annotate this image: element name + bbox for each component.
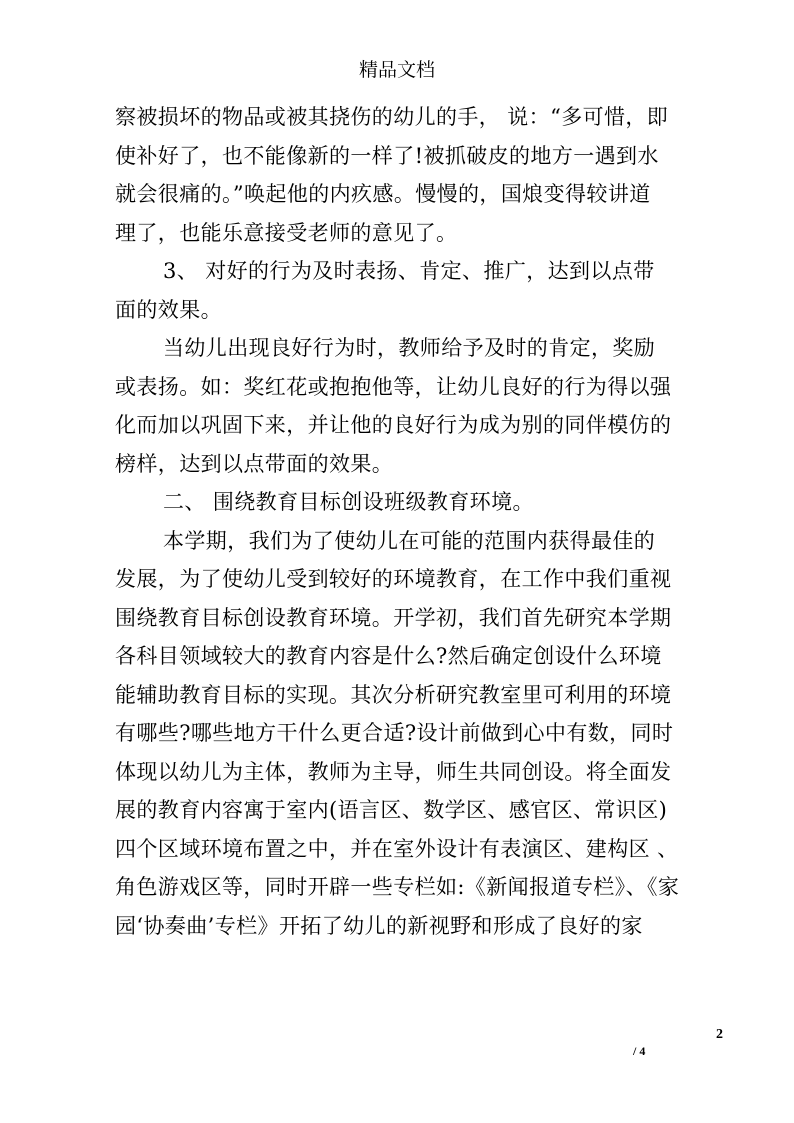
text-line: 化而加以巩固下来，并让他的良好行为成为别的同伴模仿的 — [115, 413, 672, 437]
section-heading-2: 二、 围绕教育目标创设班级教育环境。 — [163, 490, 534, 514]
text-line: 察被损坏的物品或被其挠伤的幼儿的手， 说：“多可惜，即 — [115, 105, 669, 129]
text-line: 榜样，达到以点带面的效果。 — [115, 451, 394, 476]
page-total: / 4 — [633, 1044, 646, 1058]
text-line: 四个区域环境布置之中，并在室外设计有表演区、建构区 、 — [115, 836, 679, 861]
text-line: 各科目领域较大的教育内容是什么?然后确定创设什么环境 — [115, 644, 662, 668]
text-line: 展的教育内容寓于室内(语言区、数学区、感官区、常识区) — [115, 798, 668, 822]
text-line: 使补好了，也不能像新的一样了!被抓破皮的地方一遇到水 — [115, 143, 659, 168]
text-line: 就会很痛的。”唤起他的内疚感。慢慢的，国烺变得较讲道 — [115, 182, 651, 206]
page-number: 2 — [716, 1027, 723, 1042]
text-line: 能辅助教育目标的实现。其次分析研究教室里可利用的环境 — [115, 682, 672, 707]
text-line: 面的效果。 — [115, 297, 222, 322]
text-line: 围绕教育目标创设教育环境。开学初，我们首先研究本学期 — [115, 605, 672, 630]
section-heading-3: 3、 对好的行为及时表扬、肯定、推广，达到以点带 — [163, 259, 655, 283]
text-line: 体现以幼儿为主体，教师为主导，师生共同创设。将全面发 — [115, 759, 672, 784]
document-body — [115, 98, 685, 945]
paragraph-start: 当幼儿出现良好行为时，教师给予及时的肯定，奖励 — [163, 336, 656, 360]
text-line: 或表扬。如：奖红花或抱抱他等，让幼儿良好的行为得以强 — [115, 374, 672, 399]
text-line: 发展，为了使幼儿受到较好的环境教育，在工作中我们重视 — [115, 567, 672, 591]
paragraph-start: 本学期，我们为了使幼儿在可能的范围内获得最佳的 — [163, 528, 656, 553]
page-header-title: 精品文档 — [358, 59, 435, 81]
text-line: 有哪些?哪些地方干什么更合适?设计前做到心中有数，同时 — [115, 721, 674, 745]
text-line: 园‘协奏曲’专栏》开拓了幼儿的新视野和形成了良好的家 — [115, 913, 643, 938]
text-line: 理了，也能乐意接受老师的意见了。 — [115, 220, 458, 245]
text-line: 角色游戏区等，同时开辟一些专栏如:《新闻报道专栏》、《家 — [115, 875, 680, 899]
